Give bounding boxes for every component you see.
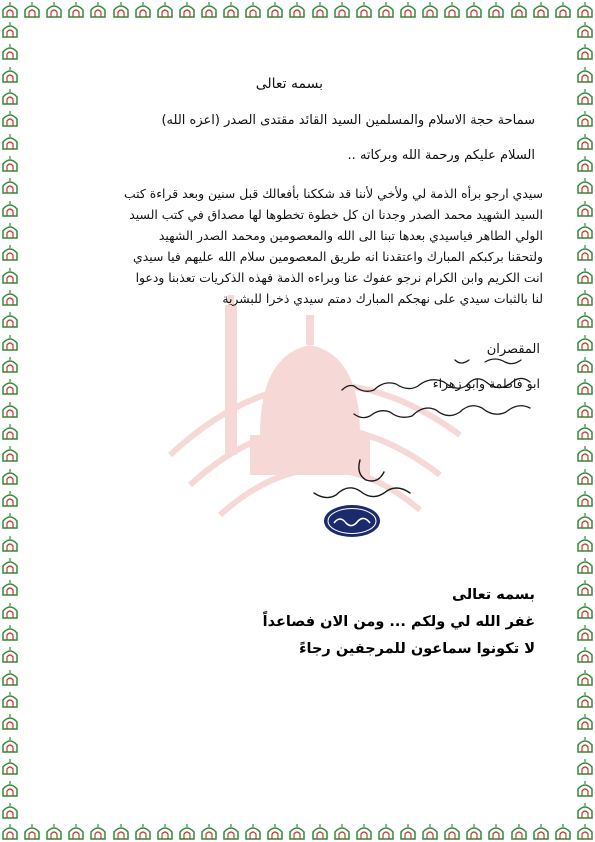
border-ornament-icon <box>0 712 20 732</box>
border-ornament-icon <box>177 822 197 842</box>
border-ornament-icon <box>531 0 551 20</box>
border-ornament-icon <box>0 444 20 464</box>
border-ornament-icon <box>0 199 20 219</box>
border-ornament-icon <box>575 668 595 688</box>
border-bottom <box>0 822 595 842</box>
border-ornament-icon <box>221 0 241 20</box>
border-ornament-icon <box>0 757 20 777</box>
border-ornament-icon <box>265 0 285 20</box>
signature-scribble <box>300 455 420 505</box>
border-ornament-icon <box>0 176 20 196</box>
border-ornament-icon <box>575 578 595 598</box>
border-ornament-icon <box>66 822 86 842</box>
letter-signatories: ابو فاطمة وابو زهراء <box>432 376 540 391</box>
border-ornament-icon <box>22 822 42 842</box>
border-ornament-icon <box>133 822 153 842</box>
border-ornament-icon <box>0 65 20 85</box>
border-ornament-icon <box>575 623 595 643</box>
border-ornament-icon <box>553 0 573 20</box>
border-ornament-icon <box>0 422 20 442</box>
border-ornament-icon <box>575 712 595 732</box>
border-ornament-icon <box>0 779 20 799</box>
border-ornament-icon <box>0 601 20 621</box>
border-ornament-icon <box>575 266 595 286</box>
border-ornament-icon <box>575 444 595 464</box>
border-ornament-icon <box>0 645 20 665</box>
border-ornament-icon <box>464 0 484 20</box>
border-ornament-icon <box>0 377 20 397</box>
letter-body-line: انت الكريم وابن الكرام نرجو عفوك عنا وبراءه الذمة فهذه الذكريات تعذبنا ودعوا <box>135 270 543 285</box>
border-ornament-icon <box>0 266 20 286</box>
border-ornament-icon <box>0 467 20 487</box>
border-ornament-icon <box>575 87 595 107</box>
border-ornament-icon <box>575 690 595 710</box>
border-ornament-icon <box>0 735 20 755</box>
border-ornament-icon <box>575 221 595 241</box>
reply-transcription <box>263 582 535 663</box>
border-ornament-icon <box>332 822 352 842</box>
border-ornament-icon <box>398 822 418 842</box>
border-ornament-icon <box>0 132 20 152</box>
border-ornament-icon <box>420 822 440 842</box>
border-ornament-icon <box>0 20 20 40</box>
border-ornament-icon <box>155 0 175 20</box>
border-ornament-icon <box>332 0 352 20</box>
border-ornament-icon <box>575 601 595 621</box>
border-ornament-icon <box>575 779 595 799</box>
border-ornament-icon <box>575 199 595 219</box>
border-ornament-icon <box>44 822 64 842</box>
border-ornament-icon <box>575 42 595 62</box>
border-ornament-icon <box>0 355 20 375</box>
border-ornament-icon <box>0 511 20 531</box>
letter-title: بسمه تعالى <box>255 76 323 92</box>
border-ornament-icon <box>398 0 418 20</box>
letter-body-line: السيد الشهيد محمد الصدر وجدنا ان كل خطوة تخطوها لها مصداق في كتب السيد <box>129 207 543 222</box>
border-top <box>0 0 595 20</box>
border-ornament-icon <box>376 822 396 842</box>
border-right <box>575 20 595 822</box>
border-ornament-icon <box>155 822 175 842</box>
border-ornament-icon <box>265 822 285 842</box>
letter-body-line: سيدي ارجو برأه الذمة لي ولأخي لأننا قد شككنا بأفعالك قبل سنين وبعد قراءة كتب <box>123 186 543 201</box>
border-ornament-icon <box>0 0 20 20</box>
border-ornament-icon <box>354 0 374 20</box>
border-ornament-icon <box>111 822 131 842</box>
border-ornament-icon <box>88 0 108 20</box>
border-ornament-icon <box>575 243 595 263</box>
border-ornament-icon <box>0 534 20 554</box>
border-ornament-icon <box>0 668 20 688</box>
border-ornament-icon <box>575 467 595 487</box>
border-ornament-icon <box>0 333 20 353</box>
border-ornament-icon <box>575 132 595 152</box>
border-ornament-icon <box>575 422 595 442</box>
border-ornament-icon <box>0 42 20 62</box>
handwritten-reply-scribble <box>305 352 545 432</box>
border-ornament-icon <box>66 0 86 20</box>
border-ornament-icon <box>575 534 595 554</box>
border-ornament-icon <box>575 556 595 576</box>
border-ornament-icon <box>0 556 20 576</box>
border-ornament-icon <box>575 489 595 509</box>
letter-addressee: سماحة حجة الاسلام والمسلمين السيد القائد مقتدى الصدر (اعزه الله) <box>161 113 535 128</box>
border-ornament-icon <box>376 0 396 20</box>
border-ornament-icon <box>22 0 42 20</box>
letter-body-line: لنا بالثبات سيدي على نهجكم المبارك دمتم سيدي ذخرا للبشرية <box>222 291 543 306</box>
border-ornament-icon <box>575 154 595 174</box>
border-ornament-icon <box>509 822 529 842</box>
border-ornament-icon <box>442 0 462 20</box>
reply-line-2: غفر الله لي ولكم ... ومن الان فصاعداً <box>262 614 535 630</box>
border-ornament-icon <box>575 109 595 129</box>
border-ornament-icon <box>221 822 241 842</box>
border-ornament-icon <box>354 822 374 842</box>
border-ornament-icon <box>0 310 20 330</box>
border-ornament-icon <box>575 0 595 20</box>
border-ornament-icon <box>111 0 131 20</box>
border-ornament-icon <box>420 0 440 20</box>
border-ornament-icon <box>509 0 529 20</box>
border-ornament-icon <box>44 0 64 20</box>
border-ornament-icon <box>575 176 595 196</box>
border-ornament-icon <box>575 822 595 842</box>
border-ornament-icon <box>531 822 551 842</box>
border-ornament-icon <box>287 822 307 842</box>
border-ornament-icon <box>486 0 506 20</box>
border-ornament-icon <box>442 822 462 842</box>
border-ornament-icon <box>486 822 506 842</box>
border-ornament-icon <box>0 221 20 241</box>
border-ornament-icon <box>575 65 595 85</box>
border-ornament-icon <box>575 511 595 531</box>
border-ornament-icon <box>199 0 219 20</box>
border-ornament-icon <box>0 87 20 107</box>
letter-body <box>52 183 543 309</box>
border-ornament-icon <box>199 822 219 842</box>
border-ornament-icon <box>133 0 153 20</box>
border-ornament-icon <box>0 623 20 643</box>
border-ornament-icon <box>575 288 595 308</box>
border-ornament-icon <box>0 578 20 598</box>
border-ornament-icon <box>575 801 595 821</box>
border-ornament-icon <box>575 400 595 420</box>
letter-body-line: ولتحقنا بركبكم المبارك واعتقدنا انه طريق المعصومين سلام الله عليهم فيا سيدي <box>133 249 543 264</box>
border-left <box>0 20 20 822</box>
border-ornament-icon <box>575 355 595 375</box>
reply-line-3: لا تكونوا سماعون للمرجفين رجاءً <box>299 641 535 657</box>
letter-closing: المقصران <box>486 342 540 357</box>
border-ornament-icon <box>0 109 20 129</box>
border-ornament-icon <box>575 735 595 755</box>
border-ornament-icon <box>464 822 484 842</box>
border-ornament-icon <box>575 333 595 353</box>
border-ornament-icon <box>243 0 263 20</box>
border-ornament-icon <box>243 822 263 842</box>
border-ornament-icon <box>553 822 573 842</box>
border-ornament-icon <box>0 400 20 420</box>
border-ornament-icon <box>177 0 197 20</box>
border-ornament-icon <box>287 0 307 20</box>
border-ornament-icon <box>575 20 595 40</box>
border-ornament-icon <box>0 690 20 710</box>
border-ornament-icon <box>575 377 595 397</box>
letter-body-line: الولي الطاهر فياسيدي بعدها تبنا الى الله والمعصومين ومحمد الصدر الشهيد <box>158 228 543 243</box>
border-ornament-icon <box>0 154 20 174</box>
reply-line-1: بسمه تعالى <box>452 587 535 603</box>
border-ornament-icon <box>575 757 595 777</box>
seal-stamp-icon <box>322 503 382 539</box>
border-ornament-icon <box>0 489 20 509</box>
border-ornament-icon <box>0 288 20 308</box>
border-ornament-icon <box>88 822 108 842</box>
border-ornament-icon <box>310 0 330 20</box>
border-ornament-icon <box>575 645 595 665</box>
letter-greeting: السلام عليكم ورحمة الله وبركاته .. <box>347 148 535 163</box>
border-ornament-icon <box>0 822 20 842</box>
border-ornament-icon <box>0 243 20 263</box>
border-ornament-icon <box>310 822 330 842</box>
border-ornament-icon <box>0 801 20 821</box>
border-ornament-icon <box>575 310 595 330</box>
